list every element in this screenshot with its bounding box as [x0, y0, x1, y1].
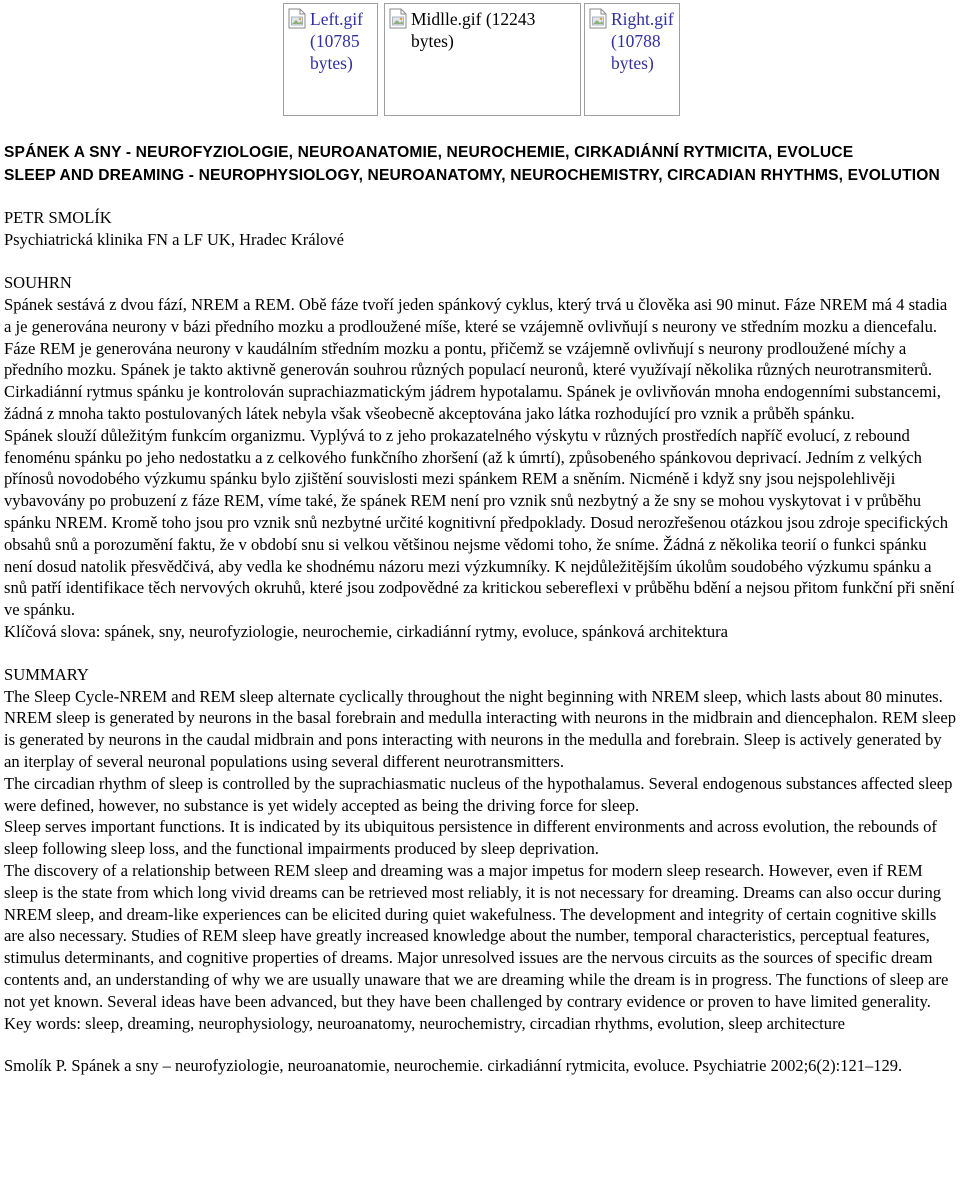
- souhrn-keywords: Klíčová slova: spánek, sny, neurofyziologie, neurochemie, cirkadiánní rytmy, evoluce, spánková architektura: [4, 621, 729, 641]
- broken-image-icon: [589, 8, 608, 29]
- author-name: PETR SMOLÍK: [4, 208, 112, 227]
- image-alt-text: Left.gif (10785 bytes): [310, 9, 363, 73]
- article-titles: [4, 141, 958, 187]
- article-content: [4, 141, 958, 1077]
- souhrn-paragraph: Spánek sestává z dvou fází, NREM a REM. Obě fáze tvoří jeden spánkový cyklus, který trvá u člověka asi 90 minut. Fáze NREM má 4 stadia a je generována neurony v bázi předního mozku a prodloužené míše, které se vzájemně ovlivňují s neurony ve středním mozku a diencefalu. Fáze REM je generována neurony v kaudálním středním mozku a pontu, přičemž se vzájemně ovlivňují s neurony prodloužené míchy a předního mozku. Spánek je takto aktivně generován souhrou různých populací neuronů, které využívají několika různých neurotransmiterů.: [4, 295, 948, 380]
- title-czech: SPÁNEK A SNY - NEUROFYZIOLOGIE, NEUROANATOMIE, NEUROCHEMIE, CIRKADIÁNNÍ RYTMICITA, EVOLUCE: [4, 144, 854, 161]
- summary-paragraph: The Sleep Cycle-NREM and REM sleep alternate cyclically throughout the night beginning with NREM sleep, which lasts about 80 minutes. NREM sleep is generated by neurons in the basal forebrain and medulla interacting with neurons in the midbrain and diencephalon. REM sleep is generated by neurons in the caudal midbrain and pons interacting with neurons in the medulla and forebrain. Sleep is actively generated by an iterplay of several neuronal populations using several different neurotransmitters.: [4, 686, 957, 771]
- title-english: SLEEP AND DREAMING - NEUROPHYSIOLOGY, NEUROANATOMY, NEUROCHEMISTRY, CIRCADIAN RHYTHMS, EVOLUTION: [4, 167, 940, 184]
- image-alt-text: Midlle.gif (12243 bytes): [411, 9, 536, 51]
- souhrn-paragraph: Spánek slouží důležitým funkcím organizmu. Vyplývá to z jeho prokazatelného výskytu v různých prostředích napříč evolucí, z rebound fenoménu spánku po jeho nedostatku a z celkového funkčního zhoršení (až k úmrtí), způsobeného spánkovou deprivací. Jedním z velkých přínosů novodobého výzkumu spánku bylo zjištění souvislosti mezi spánkem REM a sněním. Nicméně i když sny jsou nejspolehlivěji vybavovány po probuzení z fáze REM, víme také, že spánek REM není pro vznik snů nezbytný a že sny se mohou vyskytovat i v průběhu spánku NREM. Kromě toho jsou pro vznik snů nezbytné určité kognitivní předpoklady. Dosud nerozřešenou otázkou jsou zdroje specifických obsahů snů a porozumění faktu, že v období snu si velkou většinou nejsme vědomi toho, že sníme. Žádná z několika teorií o funkci spánku není dosud natolik přesvědčivá, aby vedla ke shodnému názoru mezi výzkumníky. K nejdůležitějším úkolům soudobého výzkumu spánku a snů patří identifikace těch nervových okruhů, které jsou zodpovědné za kritickou sebereflexi v průběhu bdění a nejsou přitom funkční při snění ve spánku.: [4, 425, 955, 620]
- summary-paragraph: The discovery of a relationship between REM sleep and dreaming was a major impetus for modern sleep research. However, even if REM sleep is the state from which long vivid dreams can be retrieved most reliably, it is not necessary for dreaming. Dreams can also occur during NREM sleep, and dream-like experiences can be elicited during quiet wakefulness. The development and integrity of certain cognitive skills are also necessary. Studies of REM sleep have greatly increased knowledge about the number, temporal characteristics, perceptual features, stimulus determinants, and cognitive properties of dreams. Major unresolved issues are the nervous circuits as the sources of specific dream contents and, an understanding of why we are usually unaware that we are dreaming while the dream is in progress. The functions of sleep are not yet known. Several ideas have been advanced, but they have been challenged by contrary evidence or proven to have limited generality.: [4, 860, 949, 1011]
- left-image-placeholder: [283, 3, 378, 116]
- author-affiliation: Psychiatrická klinika FN a LF UK, Hradec Králové: [4, 230, 344, 249]
- broken-image-icon: [288, 8, 307, 29]
- souhrn-paragraph: Cirkadiánní rytmus spánku je kontrolován suprachiazmatickým jádrem hypotalamu. Spánek je ovlivňován mnoha endogenními substancemi, žádná z mnoha takto postulovaných látek nebyla však všeobecně akceptována jako látka rozhodující pro vznik a průběh spánku.: [4, 382, 941, 423]
- broken-image-icon: [389, 8, 408, 29]
- summary-heading: SUMMARY: [4, 664, 89, 684]
- right-image-placeholder: [584, 3, 680, 116]
- summary-keywords: Key words: sleep, dreaming, neurophysiology, neuroanatomy, neurochemistry, circadian rhythms, evolution, sleep architecture: [4, 1013, 845, 1033]
- middle-image-placeholder: [384, 3, 581, 116]
- souhrn-heading: SOUHRN: [4, 273, 72, 292]
- summary-paragraph: Sleep serves important functions. It is indicated by its ubiquitous persistence in different environments and across evolution, the rebounds of sleep following sleep loss, and the functional impairments produced by sleep deprivation.: [4, 817, 937, 859]
- citation: Smolík P. Spánek a sny – neurofyziologie, neuroanatomie, neurochemie. cirkadiánní rytmicita, evoluce. Psychiatrie 2002;6(2):121–129.: [4, 1056, 903, 1076]
- image-alt-text: Right.gif (10788 bytes): [611, 9, 674, 73]
- summary-paragraph: The circadian rhythm of sleep is controlled by the suprachiasmatic nucleus of the hypothalamus. Several endogenous substances affected sleep were defined, however, no substance is yet widely accepted as being the driving force for sleep.: [4, 773, 953, 815]
- author-block: [4, 207, 958, 251]
